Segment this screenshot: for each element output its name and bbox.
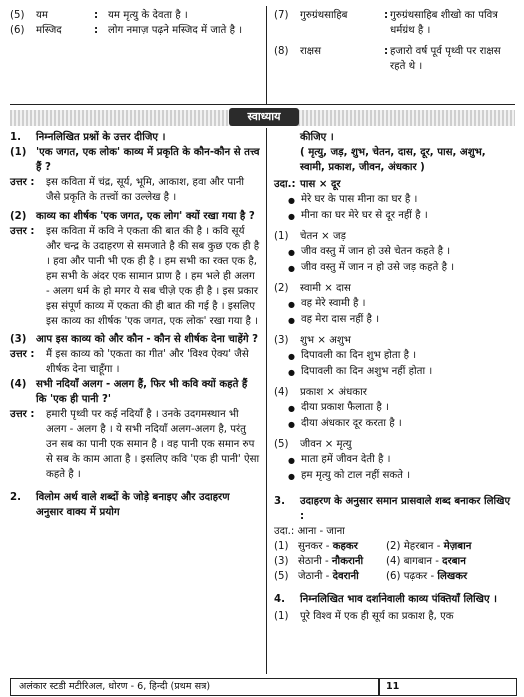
rhyme-answer: दरबान <box>442 556 466 567</box>
right-column <box>274 130 514 624</box>
antonym-item <box>274 281 514 328</box>
sub-question-text: 'एक जगत, एक लोक' काव्य में प्रकृति के कौन-कौन से तत्त्व हैं ? <box>36 147 260 173</box>
answer-text: हमारी पृथ्वी पर कई नदियाँ है । उनके उदगमस्थान भी अलग - अलग है । ये सभी नदियाँ अलग-अलग है, परंतु उन सब का पानी एक समान है । वह पानी एक समान रुप से सब के काम आता है । इसलिए कवि 'एक ही पानी' ऐसा कहते है । <box>46 409 260 480</box>
sub-question-text: सभी नदियाँ अलग - अलग हैं, फिर भी कवि क्यों कहते हैं कि 'एक ही पानी ?' <box>36 379 248 405</box>
sentence: ● दीया प्रकाश फैलाता है । <box>288 400 514 416</box>
answer-label: उत्तर : <box>10 349 35 360</box>
item-number: (3) <box>274 335 289 346</box>
example <box>274 177 514 192</box>
sub-question-number: (3) <box>10 334 27 345</box>
section-banner-title: स्वाध्याय <box>229 108 299 126</box>
example-label: उदा.: <box>274 179 296 190</box>
rhyme-given: पढ़कर <box>403 571 428 582</box>
colon: : <box>384 10 389 21</box>
sentence: ● दिपावली का दिन अशुभ नहीं होता । <box>288 364 514 380</box>
answer <box>10 347 260 377</box>
sub-question-number: (4) <box>10 379 27 390</box>
item-number: (8) <box>274 46 289 57</box>
rhyme-row: (5) जेठानी - देवरानी (6) पढ़कर - लिखकर <box>274 571 468 582</box>
question-continuation: कीजिए । <box>300 132 334 143</box>
item-number: (4) <box>274 387 289 398</box>
rhyme-example: उदा.: आना - जाना <box>274 526 345 537</box>
glossary-definition: लोग नमाज़ पढ़ने मस्जिद में जाते है । <box>108 25 243 36</box>
antonym-pair: चेतन × जड़ <box>300 231 346 242</box>
answer-label: उत्तर : <box>10 409 35 420</box>
main-column-divider <box>266 128 267 674</box>
sub-question <box>10 145 260 175</box>
antonym-item <box>274 229 514 276</box>
answer <box>10 224 260 329</box>
question-text: निम्नलिखित भाव दर्शानेवाली काव्य पंक्तियाँ लिखिए । <box>300 594 498 605</box>
antonym-pair: जीवन × मृत्यु <box>300 439 352 450</box>
rhyme-answer: देवरानी <box>332 571 359 582</box>
item-number: (1) <box>274 541 289 552</box>
rhyme-given: बागबान <box>403 556 432 567</box>
rhyme-row: (3) सेठानी - नौकरानी (4) बागबान - दरबान <box>274 556 466 567</box>
sub-question-number: (2) <box>10 211 27 222</box>
top-separator <box>10 104 515 105</box>
item-number: (5) <box>274 571 289 582</box>
question-heading <box>10 490 260 520</box>
sentence: ● वह मेरा दास नहीं है । <box>288 312 514 328</box>
rhyme-given: जेठानी <box>298 571 323 582</box>
sentence: ● दीया अंधकार दूर करता है । <box>288 416 514 432</box>
rhyme-given: सुनकर <box>298 541 323 552</box>
colon: : <box>384 46 389 57</box>
footer-book-title: अलंकार स्टडी मटीरिअल, धोरण - 6, हिन्दी (प्रथम सत्र) <box>19 681 211 692</box>
top-column-divider <box>266 6 267 104</box>
rhyme-answer: कहकर <box>332 541 358 552</box>
sub-question-number: (1) <box>10 147 27 158</box>
glossary-term: गुरुग्रंथसाहिब <box>300 10 348 21</box>
item-number: (7) <box>274 10 289 21</box>
antonym-item <box>274 437 514 484</box>
rhyme-row: (1) सुनकर - कहकर (2) मेहरबान - मेज़बान <box>274 541 472 552</box>
question-number: 1. <box>10 132 21 143</box>
sentence: ● जीव वस्तु में जान न हो उसे जड़ कहते है । <box>288 260 514 276</box>
sentence: ● माता हमें जीवन देती है । <box>288 452 514 468</box>
glossary-definition: यम मृत्यु के देवता है । <box>108 10 188 21</box>
question-text: विलोम अर्थ वाले शब्दों के जोड़े बनाइए और उदाहरण अनुसार वाक्य में प्रयोग <box>36 492 230 518</box>
example-sentence: ● मेरे घर के पास मीना का घर है । <box>288 192 514 208</box>
item-number: (6) <box>10 25 25 36</box>
sub-question <box>10 209 260 224</box>
sub-question-text: पूरे विश्व में एक ही सूर्य का प्रकाश है, एक <box>300 611 454 622</box>
item-number: (2) <box>386 541 401 552</box>
answer-text: मैं इस काव्य को 'एकता का गीत' और 'विश्व ऐक्य' जैसे शीर्षक देना चाहूँगा । <box>46 349 249 375</box>
glossary-item <box>10 8 260 23</box>
page-footer <box>10 678 517 696</box>
question-heading <box>274 592 514 607</box>
sentence: ● दिपावली का दिन शुभ होता है । <box>288 348 514 364</box>
item-number: (4) <box>386 556 401 567</box>
glossary-item <box>274 8 514 38</box>
glossary-definition: गुरुग्रंथसाहिब शीखो का पवित्र धर्मग्रंथ है । <box>390 10 498 36</box>
sub-question-text: काव्य का शीर्षक 'एक जगत, एक लोग' क्यों रखा गया है ? <box>36 211 255 222</box>
answer-text: इस कविता में चंद्र, सूर्य, भूमि, आकाश, हवा और पानी जैसे प्रकृति के तत्त्वों का उल्लेख है । <box>46 177 245 203</box>
answer-text: इस कविता में कवि ने एकता की बात की है । कवि सूर्य और चन्द्र के उदाहरण से समजाते है की सब कुछ एक ही है । हवा और पानी भी एक ही है । हम सभी का रक्त एक है, हम सभी के अंदर एक सामान प्राण है । हम भले ही अलग - अलग धर्म के हो मगर ये सब चीज़े एक ही है । इस प्रकार इस संपूर्ण काव्य में एकता की ही बात की गई है । इसलिए इस काव्य का शीर्षक 'एक जगत, एक लोक' रखा गया है । <box>46 226 260 327</box>
question-number: 2. <box>10 492 21 503</box>
sub-question-text: आप इस काव्य को और कौन - कौन से शीर्षक देना चाहेंगे ? <box>36 334 259 345</box>
question-text: उदाहरण के अनुसार समान प्रासवाले शब्द बनाकर लिखिए : <box>300 496 511 522</box>
antonym-item <box>274 385 514 432</box>
example-sentence: ● मीना का घर मेरे घर से दूर नहीं है । <box>288 208 514 224</box>
antonym-pair: स्वामी × दास <box>300 283 351 294</box>
glossary-left <box>10 8 260 38</box>
item-number: (1) <box>274 231 289 242</box>
question-text: निम्नलिखित प्रश्नों के उत्तर दीजिए । <box>36 132 166 143</box>
antonym-pairs <box>274 229 514 484</box>
item-number: (3) <box>274 556 289 567</box>
rhyme-table <box>274 539 514 584</box>
rhyme-given: सेठानी <box>298 556 322 567</box>
glossary-term: राक्षस <box>300 46 321 57</box>
item-number: (5) <box>274 439 289 450</box>
glossary-definition: हजारो वर्ष पूर्व पृथ्वी पर राक्षस रहते थे । <box>390 46 501 72</box>
antonym-pair: प्रकाश × अंधकार <box>300 387 367 398</box>
colon: : <box>94 10 99 21</box>
question-number: 3. <box>274 496 285 507</box>
glossary-term: यम <box>36 10 49 21</box>
glossary-item <box>274 44 514 74</box>
answer <box>10 407 260 482</box>
left-column <box>10 130 260 520</box>
sub-question <box>274 609 514 624</box>
word-list: ( मृत्यु, जड़, शुभ, चेतन, दास, दूर, पास, अशुभ, स्वामी, प्रकाश, जीवन, अंधकार ) <box>300 147 486 173</box>
sub-question <box>10 377 260 407</box>
answer-label: उत्तर : <box>10 177 35 188</box>
antonym-item <box>274 333 514 380</box>
answer <box>10 175 260 205</box>
antonym-pair: शुभ × अशुभ <box>300 335 351 346</box>
sub-question-number: (1) <box>274 611 289 622</box>
item-number: (2) <box>274 283 289 294</box>
question-number: 4. <box>274 594 285 605</box>
question-heading <box>274 494 514 524</box>
glossary-item <box>10 23 260 38</box>
sentence: ● हम मृत्यु को टाल नहीं सकते । <box>288 468 514 484</box>
answer-label: उत्तर : <box>10 226 35 237</box>
item-number: (5) <box>10 10 25 21</box>
glossary-right <box>274 8 514 74</box>
rhyme-answer: मेज़बान <box>443 541 472 552</box>
item-number: (6) <box>386 571 401 582</box>
glossary-term: मस्जिद <box>36 25 62 36</box>
rhyme-answer: नौकरानी <box>331 556 364 567</box>
question-heading <box>10 130 260 145</box>
colon: : <box>94 25 99 36</box>
sentence: ● वह मेरे स्वामी है । <box>288 296 514 312</box>
page-number: 11 <box>378 679 516 695</box>
rhyme-answer: लिखकर <box>437 571 468 582</box>
sub-question <box>10 332 260 347</box>
example-pair: पास × दूर <box>300 179 341 190</box>
rhyme-given: मेहरबान <box>403 541 434 552</box>
sentence: ● जीव वस्तु में जान हो उसे चेतन कहते है । <box>288 244 514 260</box>
